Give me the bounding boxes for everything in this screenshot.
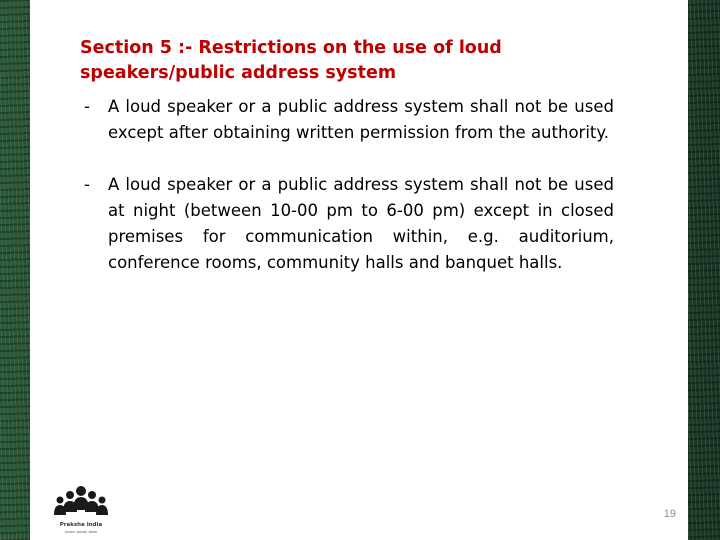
slide-content: [30, 0, 688, 540]
restriction-list: [80, 94, 614, 276]
page-number: 19: [663, 508, 676, 520]
bullet-text: A loud speaker or a public address system shall not be used except after obtaining written permission from the authority.: [108, 97, 614, 142]
bullet-marker: -: [84, 97, 90, 116]
list-item: [80, 94, 614, 146]
section-heading: Section 5 :- Restrictions on the use of loud speakers/public address system: [80, 38, 502, 83]
people-group-icon: [48, 484, 114, 522]
organization-logo: [48, 484, 114, 536]
bullet-text: A loud speaker or a public address system shall not be used at night (between 10-00 pm to 6-00 pm) except in closed premises for communication within, e.g. auditorium, conference rooms, community halls and banquet halls.: [108, 175, 614, 272]
logo-tagline: Lorem ipsum dolor: [64, 530, 98, 534]
logo-name: Prakshe India: [59, 522, 103, 528]
list-item: [80, 172, 614, 276]
bullet-marker: -: [84, 175, 90, 194]
